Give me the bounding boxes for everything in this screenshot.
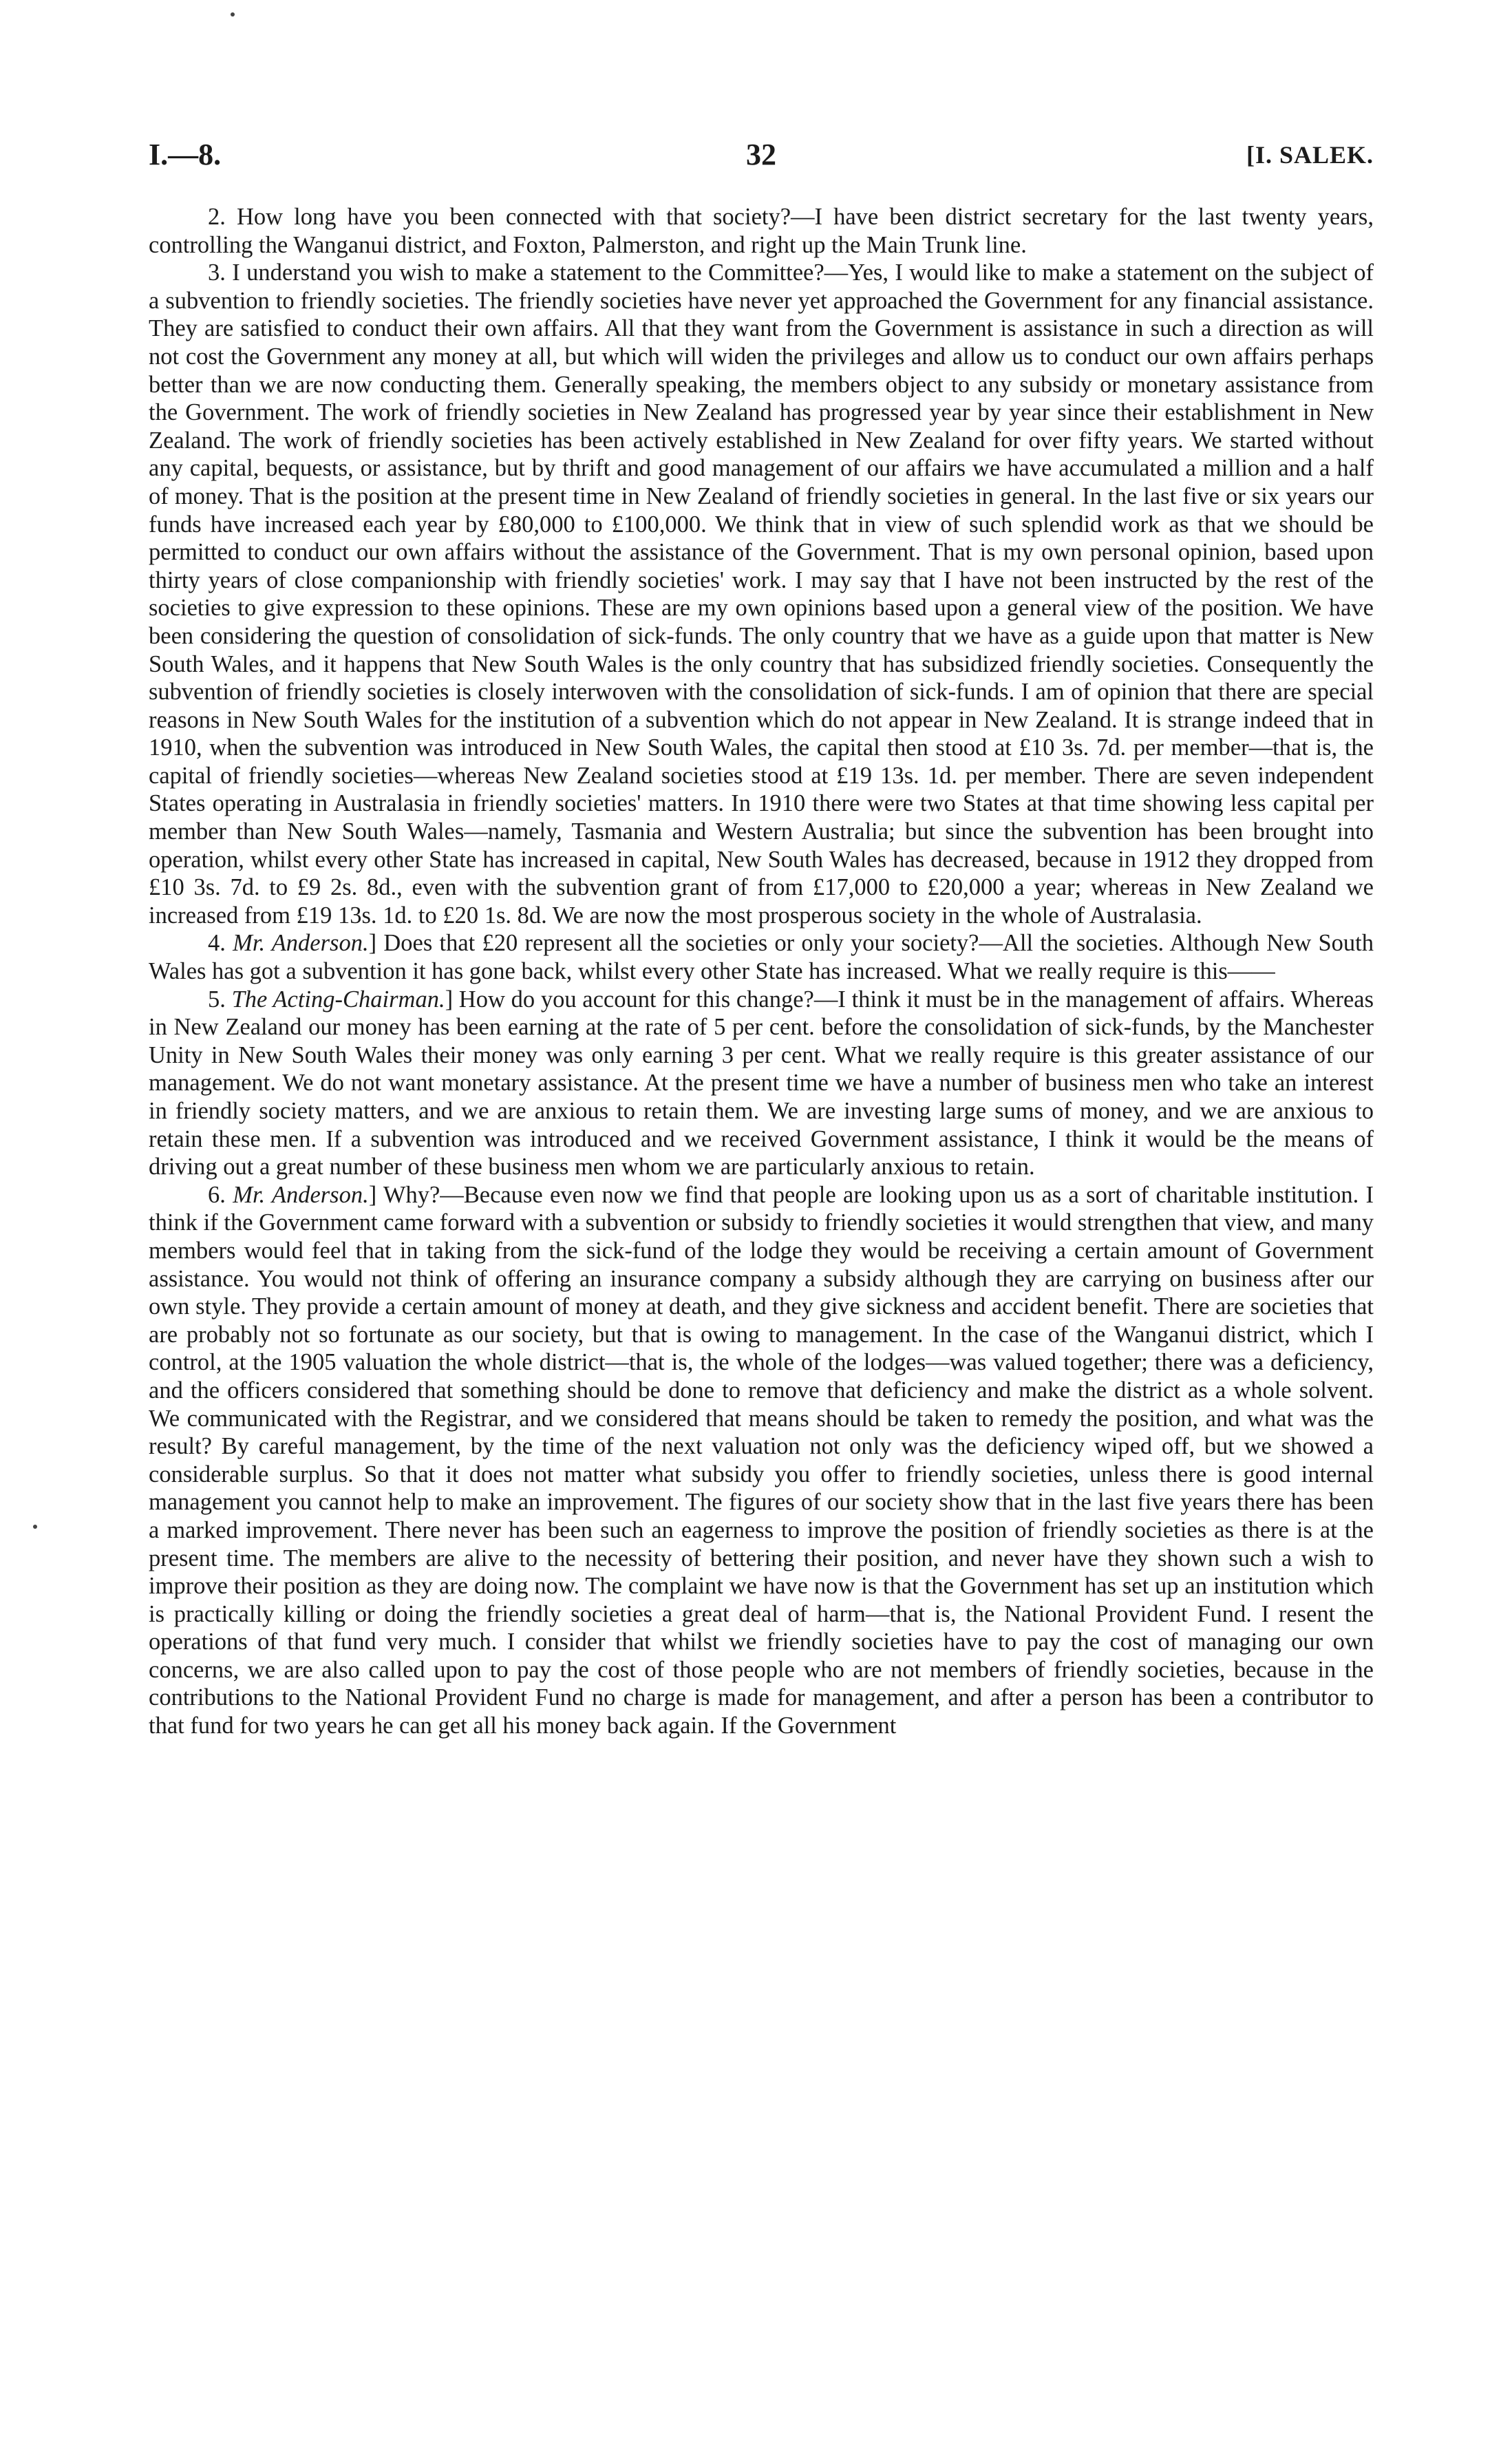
scan-speck [33, 1525, 37, 1529]
page-number: 32 [746, 138, 776, 171]
witness-name: [I. SALEK. [1246, 141, 1374, 169]
paragraph-6 [149, 1181, 1374, 1740]
paragraph-text: ] How do you account for this change?—I think it must be in the management of affairs. Whereas in New Zealand our money has been earning at the rate of 5 per cent. before the consolidation of sick-funds, by the Manchester Unity in New South Wales their money was only earning 3 per cent. What we really require is this greater assistance of our management. We do not want monetary assistance. At the present time we have a number of business men who take an interest in friendly society matters, and we are anxious to retain them. We are investing large sums of money, and we are anxious to retain these men. If a subvention was introduced and we received Government assistance, I think it would be the means of driving out a great number of these business men whom we are particularly anxious to retain. [149, 986, 1374, 1180]
paragraph-text: 2. How long have you been connected with that society?—I have been district secretary for the last twenty years, controlling the Wanganui district, and Foxton, Palmerston, and right up the Main Trunk line. [149, 204, 1374, 258]
paragraph-text: ] Why?—Because even now we find that people are looking upon us as a sort of charitable institution. I think if the Government came forward with a subvention or subsidy to friendly societies it would strengthen that view, and many members would feel that in taking from the sick-fund of the lodge they would be receiving a certain amount of Government assistance. You would not think of offering an insurance company a subsidy although they are carrying on business after our own style. They provide a certain amount of money at death, and they give sickness and accident benefit. There are societies that are probably not so fortunate as our society, but that is owing to management. In the case of the Wanganui district, which I control, at the 1905 valuation the whole district—that is, the whole of the lodges—was valued together; there was a deficiency, and the officers considered that something should be done to remove that deficiency and make the district as a whole solvent. We communicated with the Registrar, and we considered that means should be taken to remedy the position, and what was the result? By careful management, by the time of the next valuation not only was the deficiency wiped off, but we showed a considerable surplus. So that it does not matter what subsidy you offer to friendly societies, unless there is good internal management you cannot help to make an improvement. The figures of our society show that in the last five years there has been a marked improvement. There never has been such an eagerness to improve the position of friendly societies as there is at the present time. The members are alive to the necessity of bettering their position, and never have they shown such a wish to improve their position as they are doing now. The complaint we have now is that the Government has set up an institution which is practically killing or doing the friendly societies a great deal of harm—that is, the National Provident Fund. I resent the operations of that fund very much. I consider that whilst we friendly societies have to pay the cost of managing our own concerns, we are also called upon to pay the cost of those people who are not members of friendly societies, because in the contributions to the National Provident Fund no charge is made for management, and after a person has been a contributor to that fund for two years he can get all his money back again. If the Government [149, 1181, 1374, 1739]
paragraph-text: ] Does that £20 represent all the societies or only your society?—All the societies. Although New South Wales has got a subvention it has gone back, whilst every other State has increased. What we really require is this—— [149, 930, 1374, 985]
testimony-body [149, 203, 1374, 1740]
question-number: 6. [208, 1181, 226, 1208]
paragraph-3 [149, 259, 1374, 929]
paragraph-4 [149, 929, 1374, 985]
scan-speck [231, 12, 235, 17]
paragraph-5 [149, 986, 1374, 1181]
question-number: 4. [208, 930, 226, 957]
question-number: 5. [208, 986, 226, 1013]
speaker-name: The Acting-Chairman. [231, 986, 445, 1013]
paragraph-text: 3. I understand you wish to make a statement to the Committee?—Yes, I would like to make a statement on the subject of a subvention to friendly societies. The friendly societies have never yet approached the Government for any financial assistance. They are satisfied to conduct their own affairs. All that they want from the Government is assistance in such a direction as will not cost the Government any money at all, but which will widen the privileges and allow us to conduct our own affairs perhaps better than we are now conducting them. Generally speaking, the members object to any subsidy or monetary assistance from the Government. The work of friendly societies in New Zealand has progressed year by year since their establishment in New Zealand. The work of friendly societies has been actively established in New Zealand for over fifty years. We started without any capital, bequests, or assistance, but by thrift and good management of our affairs we have accumulated a million and a half of money. That is the position at the present time in New Zealand of friendly societies in general. In the last five or six years our funds have increased each year by £80,000 to £100,000. We think that in view of such splendid work as that we should be permitted to conduct our own affairs without the assistance of the Government. That is my own personal opinion, based upon thirty years of close companionship with friendly societies' work. I may say that I have not been instructed by the rest of the societies to give expression to these opinions. These are my own opinions based upon a general view of the position. We have been considering the question of consolidation of sick-funds. The only country that we have as a guide upon that matter is New South Wales, and it happens that New South Wales is the only country that has subsidized friendly societies. Consequently the subvention of friendly societies is closely interwoven with the consolidation of sick-funds. I am of opinion that there are special reasons in New South Wales for the institution of a subvention which do not appear in New Zealand. It is strange indeed that in 1910, when the subvention was introduced in New South Wales, the capital then stood at £10 3s. 7d. per member—that is, the capital of friendly societies—whereas New Zealand societies stood at £19 13s. 1d. per member. There are seven independent States operating in Australasia in friendly societies' matters. In 1910 there were two States at that time showing less capital per member than New South Wales—namely, Tasmania and Western Australia; but since the subvention has been brought into operation, whilst every other State has increased in capital, New South Wales has decreased, because in 1912 they dropped from £10 3s. 7d. to £9 2s. 8d., even with the subvention grant of from £17,000 to £20,000 a year; whereas in New Zealand we increased from £19 13s. 1d. to £20 1s. 8d. We are now the most prosperous society in the whole of Australasia. [149, 259, 1374, 929]
speaker-name: Mr. Anderson. [233, 1181, 369, 1208]
paragraph-2 [149, 203, 1374, 259]
document-reference: I.—8. [149, 138, 222, 171]
speaker-name: Mr. Anderson. [233, 930, 369, 957]
page-header [149, 131, 1374, 179]
